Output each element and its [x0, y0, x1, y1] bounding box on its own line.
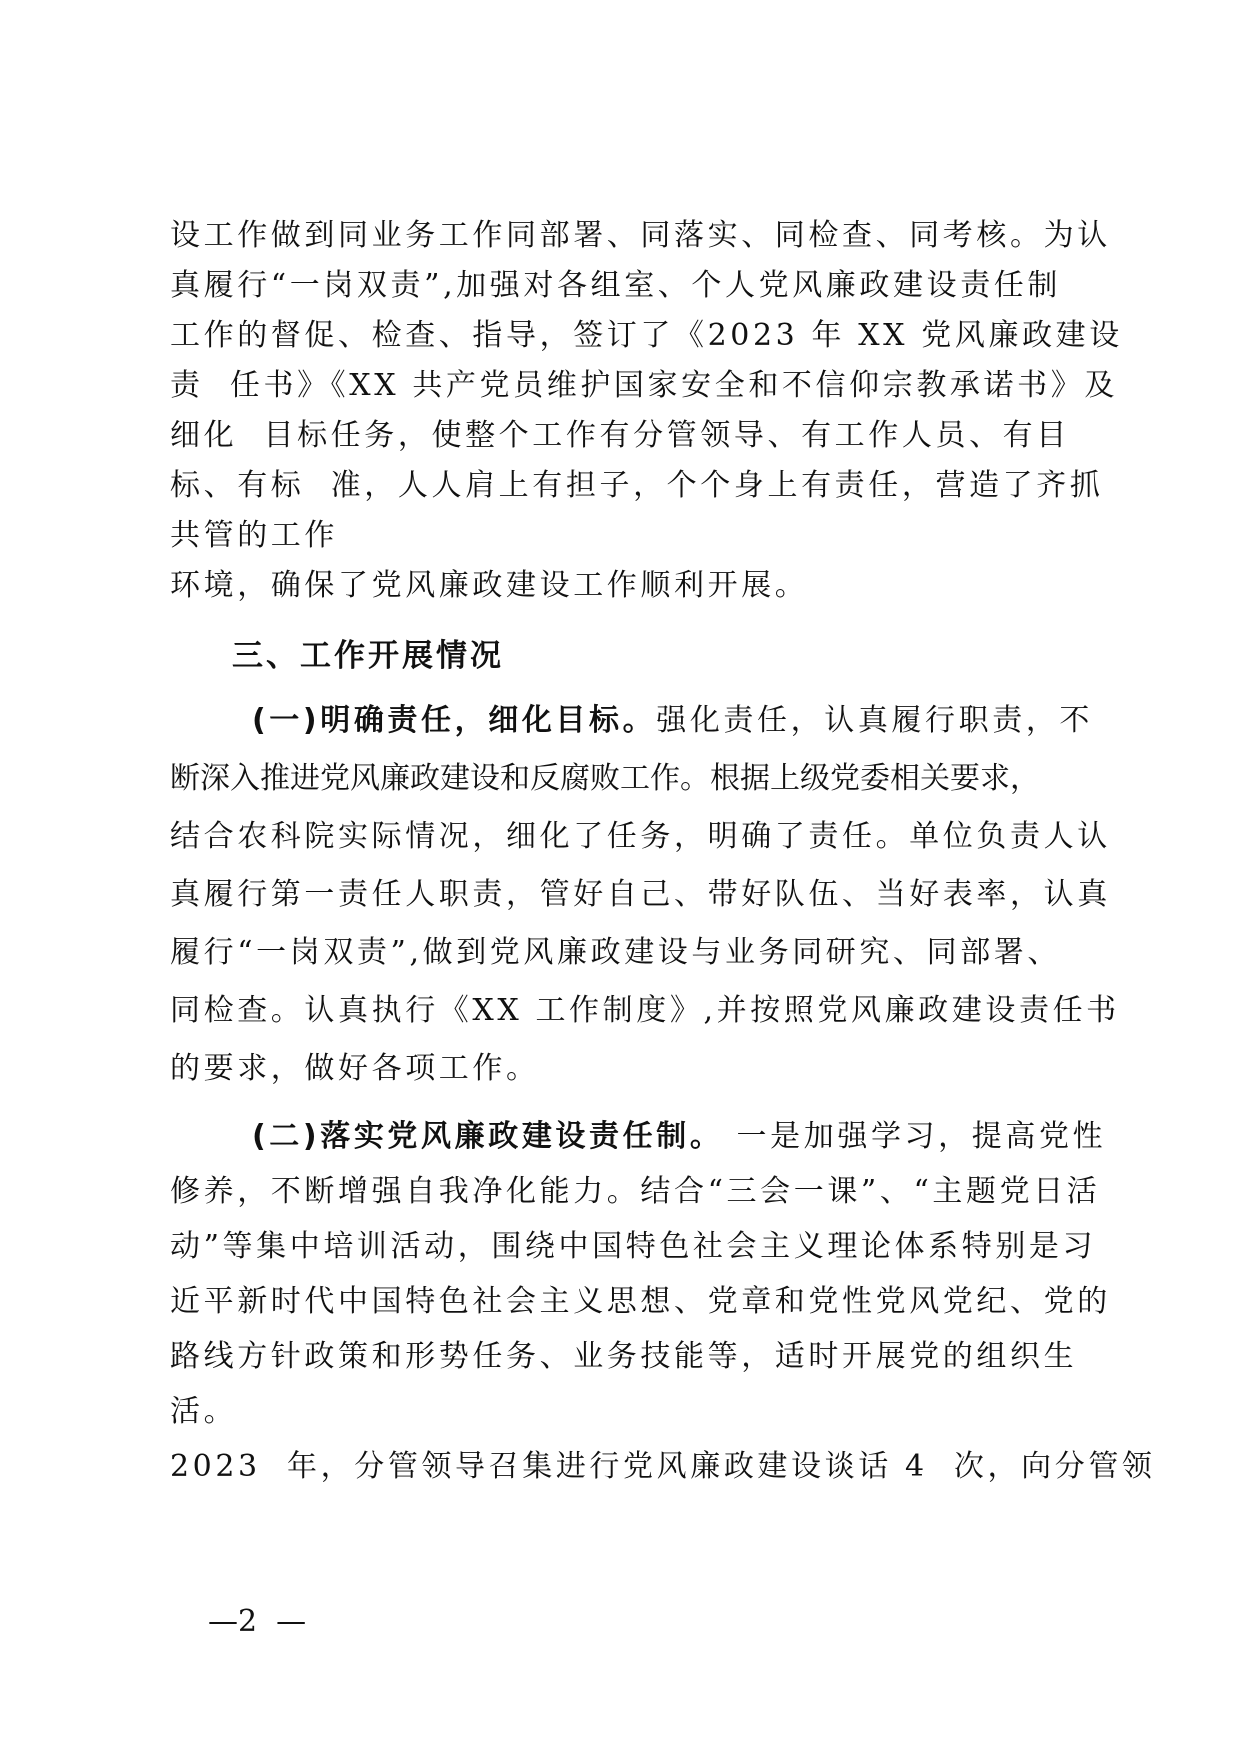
paragraph1-line-4: 责 任书》《XX 共产党员维护国家安全和不信仰宗教承诺书》及 [170, 368, 1118, 403]
item1-first-line [252, 701, 1092, 741]
paragraph1-line-7: 共管的工作 [170, 518, 338, 553]
item1-line-7: 的要求，做好各项工作。 [170, 1051, 540, 1086]
item2-first-line [252, 1117, 1107, 1157]
item1-first-rest: 强化责任，认真履行职责，不 [656, 703, 1094, 738]
item1-line-3: 结合农科院实际情况，细化了任务，明确了责任。单位负责人认 [170, 819, 1111, 854]
item1-lead: (一)明确责任，细化目标。 [252, 703, 657, 738]
paragraph1-line-5: 细化 目标任务，使整个工作有分管领导、有工作人员、有目 [170, 418, 1070, 453]
paragraph1-line-8: 环境，确保了党风廉政建设工作顺利开展。 [170, 568, 809, 603]
item2-line-4: 近平新时代中国特色社会主义思想、党章和党性党风党纪、党的 [170, 1284, 1111, 1319]
item2-lead: (二)落实党风廉政建设责任制。 [252, 1119, 724, 1154]
item1-line-4: 真履行第一责任人职责，管好自己、带好队伍、当好表率，认真 [170, 877, 1111, 912]
item1-line-2: 断深入推进党风廉政建设和反腐败工作。根据上级党委相关要求， [170, 761, 1040, 796]
item2-line-7: 2023 年，分管领导召集进行党风廉政建设谈话 4 次，向分管领 [170, 1449, 1156, 1484]
paragraph1-line-6: 标、有标 准，人人肩上有担子，个个身上有责任，营造了齐抓 [170, 468, 1104, 503]
item2-line-5: 路线方针政策和形势任务、业务技能等，适时开展党的组织生 [170, 1339, 1078, 1374]
item2-line-2: 修养，不断增强自我净化能力。结合“三会一课”、“主题党日活 [170, 1174, 1101, 1209]
item2-line-6: 活。 [170, 1394, 238, 1429]
item1-line-5: 履行“一岗双责”,做到党风廉政建设与业务同研究、同部署、 [170, 935, 1062, 970]
section-heading: 三、工作开展情况 [232, 638, 504, 674]
paragraph1-line-1: 设工作做到同业务工作同部署、同落实、同检查、同考核。为认 [170, 218, 1111, 253]
item2-line-3: 动”等集中培训活动，围绕中国特色社会主义理论体系特别是习 [170, 1229, 1097, 1264]
paragraph1-line-2: 真履行“一岗双责”,加强对各组室、个人党风廉政建设责任制 [170, 268, 1062, 303]
page-number: —2 — [208, 1604, 307, 1639]
paragraph1-line-3: 工作的督促、检查、指导，签订了《2023 年 XX 党风廉政建设 [170, 318, 1123, 353]
item1-line-6: 同检查。认真执行《XX 工作制度》,并按照党风廉政建设责任书 [170, 993, 1120, 1028]
item2-first-rest: 一是加强学习，提高党性 [723, 1119, 1107, 1154]
